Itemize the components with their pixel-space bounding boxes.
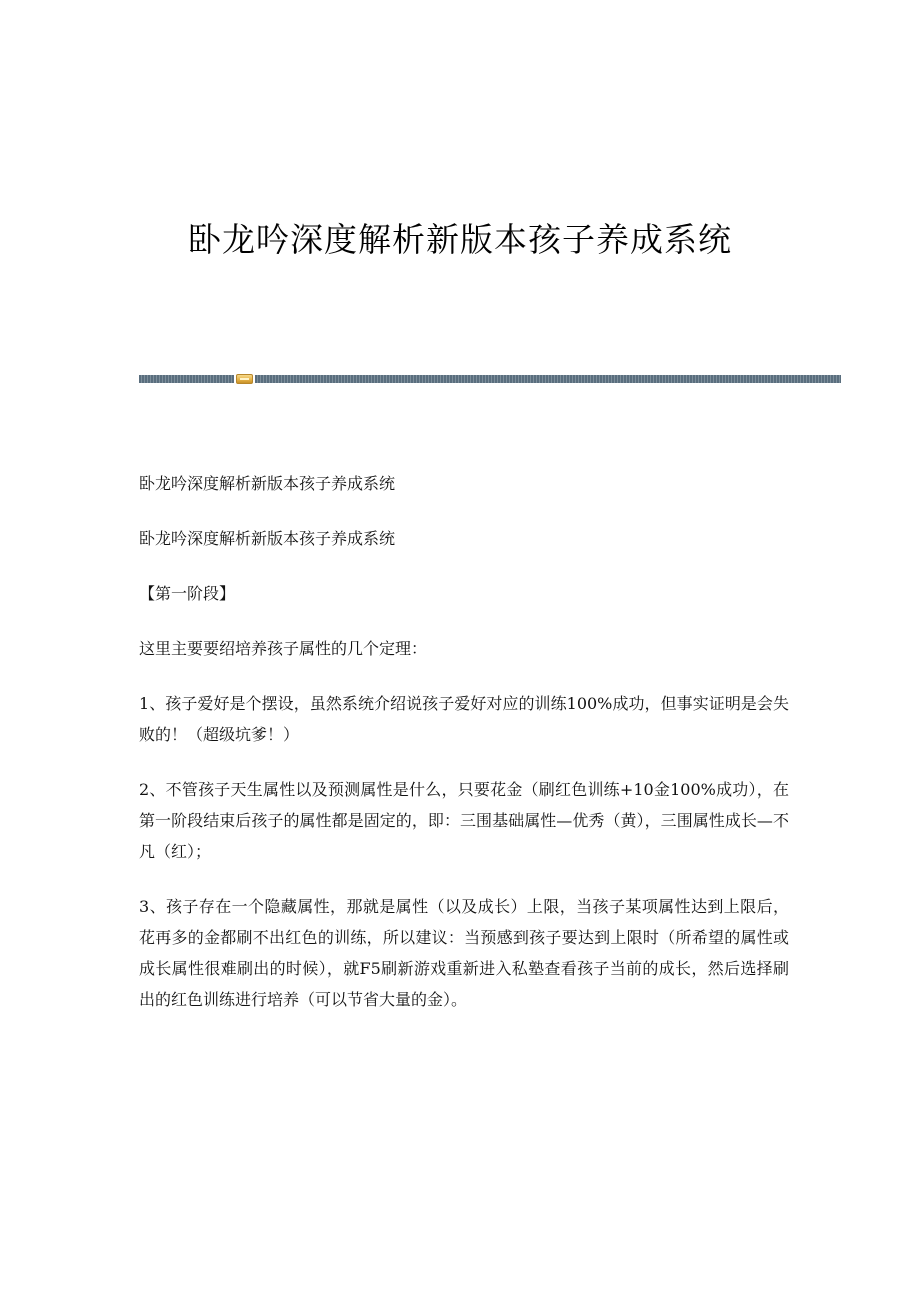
section-heading: 【第一阶段】 — [139, 584, 236, 603]
title-divider — [139, 375, 841, 384]
document-body — [139, 468, 789, 1039]
intro-paragraph: 这里主要要绍培养孩子属性的几个定理： — [139, 639, 428, 658]
subtitle-line: 卧龙吟深度解析新版本孩子养成系统 — [139, 529, 396, 548]
divider-bar-left — [139, 375, 234, 383]
page-title: 卧龙吟深度解析新版本孩子养成系统 — [188, 220, 732, 259]
body-paragraph: 2、不管孩子天生属性以及预测属性是什么，只要花金（刷红色训练+10金100%成功），在第一阶段结束后孩子的属性都是固定的，即：三围基础属性—优秀（黄），三围属性成长—不凡（红）； — [139, 780, 789, 861]
divider-bar-right — [255, 375, 841, 383]
subtitle-line: 卧龙吟深度解析新版本孩子养成系统 — [139, 474, 396, 493]
body-paragraph: 1、孩子爱好是个摆设，虽然系统介绍说孩子爱好对应的训练100%成功，但事实证明是会失败的！（超级坑爹！） — [139, 694, 789, 744]
divider-ornament-icon — [236, 374, 253, 384]
body-paragraph: 3、孩子存在一个隐藏属性，那就是属性（以及成长）上限，当孩子某项属性达到上限后，花再多的金都刷不出红色的训练，所以建议：当预感到孩子要达到上限时（所希望的属性或成长属性很难刷出的时候），就F5刷新游戏重新进入私塾查看孩子当前的成长，然后选择刷出的红色训练进行培养（可以节省大量的金）。 — [139, 897, 789, 1009]
